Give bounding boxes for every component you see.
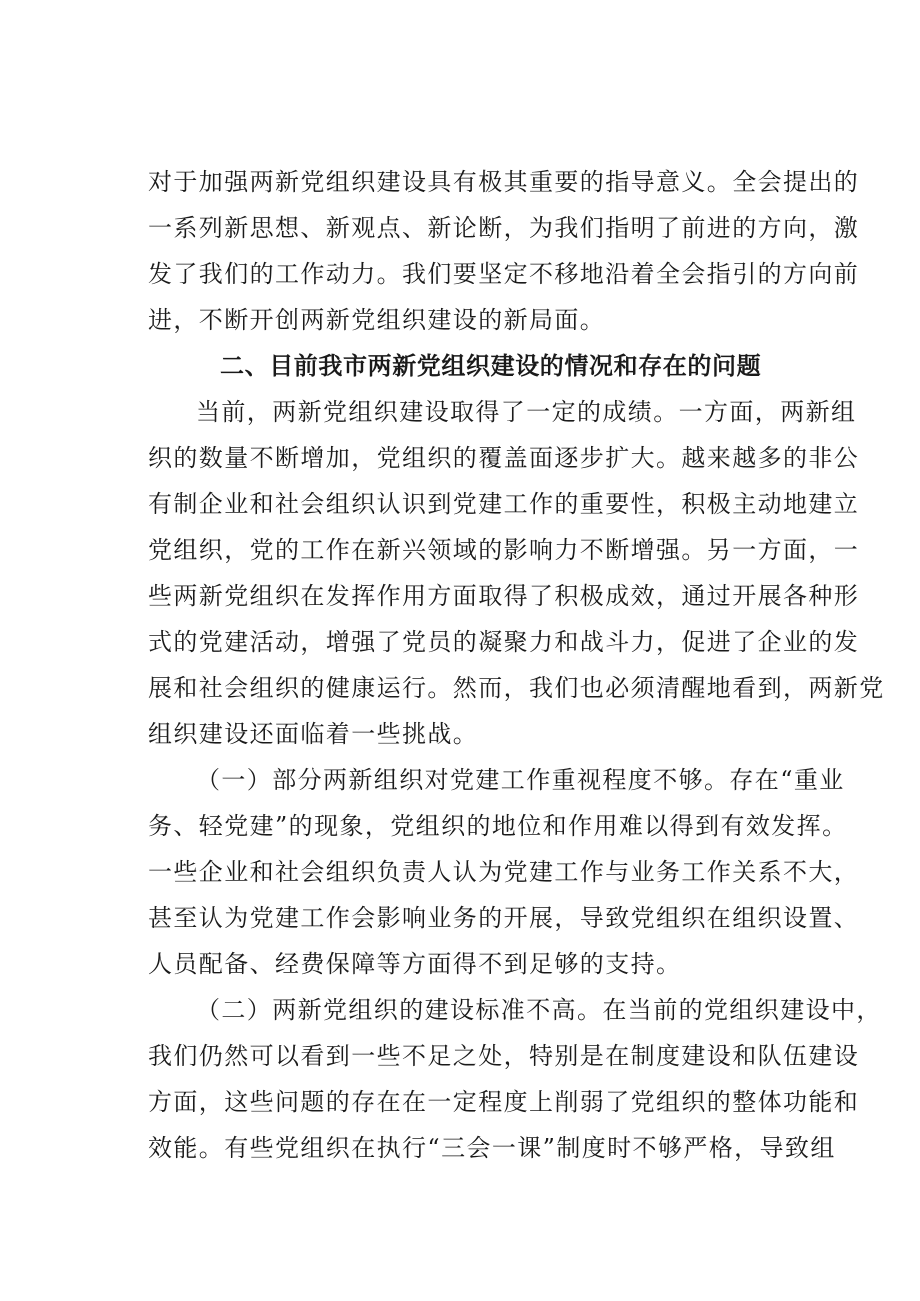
text-line: （二）两新党组织的建设标准不高。在当前的党组织建设中， xyxy=(196,996,882,1024)
text-line: 发了我们的工作动力。我们要坚定不移地沿着全会指引的方向前 xyxy=(148,260,860,288)
text-line: 方面，这些问题的存在在一定程度上削弱了党组织的整体功能和 xyxy=(148,1088,860,1116)
text-line: 些两新党组织在发挥作用方面取得了积极成效，通过开展各种形 xyxy=(148,582,860,610)
text-line: 我们仍然可以看到一些不足之处，特别是在制度建设和队伍建设 xyxy=(148,1042,860,1070)
text-line: （一）部分两新组织对党建工作重视程度不够。存在“重业 xyxy=(196,766,845,794)
text-line: 展和社会组织的健康运行。然而，我们也必须清醒地看到，两新党 xyxy=(148,674,885,702)
text-line: 对于加强两新党组织建设具有极其重要的指导意义。全会提出的 xyxy=(148,168,860,196)
text-line: 一些企业和社会组织负责人认为党建工作与业务工作关系不大， xyxy=(148,858,860,886)
text-line: 效能。有些党组织在执行“三会一课”制度时不够严格，导致组 xyxy=(148,1134,836,1162)
text-line: 织的数量不断增加，党组织的覆盖面逐步扩大。越来越多的非公 xyxy=(148,444,860,472)
paragraph-current-status xyxy=(148,389,885,757)
text-line: 党组织，党的工作在新兴领域的影响力不断增强。另一方面，一 xyxy=(148,536,860,564)
text-line: 有制企业和社会组织认识到党建工作的重要性，积极主动地建立 xyxy=(148,490,860,518)
section-heading: 二、目前我市两新党组织建设的情况和存在的问题 xyxy=(220,352,762,380)
paragraph-intro xyxy=(148,159,860,343)
text-line: 当前，两新党组织建设取得了一定的成绩。一方面，两新组 xyxy=(196,398,857,426)
text-line: 进，不断开创两新党组织建设的新局面。 xyxy=(148,306,606,334)
text-line: 组织建设还面临着一些挑战。 xyxy=(148,720,479,748)
paragraph-issue-1 xyxy=(148,757,860,987)
text-line: 式的党建活动，增强了党员的凝聚力和战斗力，促进了企业的发 xyxy=(148,628,860,656)
text-line: 甚至认为党建工作会影响业务的开展，导致党组织在组织设置、 xyxy=(148,904,860,932)
text-line: 务、轻党建”的现象，党组织的地位和作用难以得到有效发挥。 xyxy=(148,812,848,840)
text-line: 人员配备、经费保障等方面得不到足够的支持。 xyxy=(148,950,682,978)
document-body xyxy=(148,159,885,1171)
text-line: 一系列新思想、新观点、新论断，为我们指明了前进的方向，激 xyxy=(148,214,860,242)
paragraph-issue-2 xyxy=(148,987,882,1171)
